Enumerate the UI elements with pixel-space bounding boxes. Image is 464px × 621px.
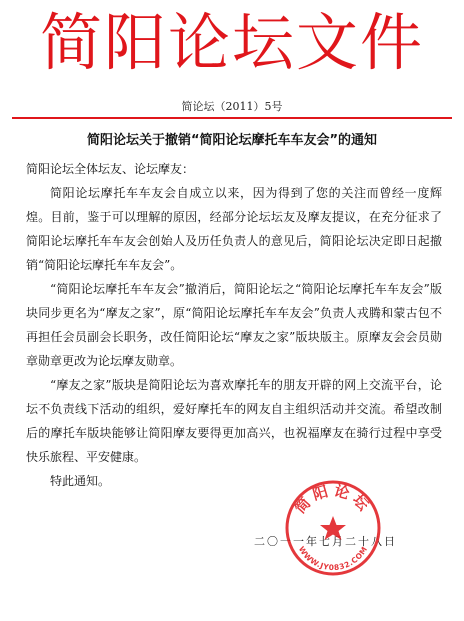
paragraph-3: “摩友之家”版块是简阳论坛为喜欢摩托车的朋友开辟的网上交流平台，论坛不负责线下活动的组织，爱好摩托车的网友自主组织活动并交流。希望改制后的摩托车版块能够让简阳摩友要得更加高兴，也祝福摩友在骑行过程中享受快乐旅程、平安健康。	[26, 378, 442, 464]
svg-text:简阳论坛	[291, 481, 375, 517]
document-masthead: 简阳论坛文件	[39, 6, 424, 79]
seal-top-text: 简阳论坛	[290, 481, 376, 518]
seal-star-icon	[320, 516, 346, 540]
official-seal-icon	[283, 478, 383, 578]
red-divider-line	[12, 117, 452, 119]
seal-bottom-text: WWW.JY0832.COM	[296, 544, 370, 573]
notice-body	[26, 157, 442, 493]
signature-date: 二〇一一年七月二十八日	[254, 535, 397, 548]
salutation: 简阳论坛全体坛友、论坛摩友：	[26, 162, 195, 176]
paragraph-1: 简阳论坛摩托车车友会自成立以来，因为得到了您的关注而曾经一度辉煌。目前，鉴于可以理解的原因，经部分论坛坛友及摩友提议，在充分征求了简阳论坛摩托车车友会创始人及历任负责人的意见后，简阳论坛决定即日起撤销“简阳论坛摩托车车友会”。	[26, 186, 442, 272]
document-number: 简论坛（2011）5号	[181, 100, 283, 113]
closing-line: 特此通知。	[50, 474, 111, 488]
notice-title: 简阳论坛关于撤销“简阳论坛摩托车车友会”的通知	[86, 133, 378, 148]
paragraph-2: “简阳论坛摩托车车友会”撤消后，简阳论坛之“简阳论坛摩托车车友会”版块同步更名为“摩友之家”，原“简阳论坛摩托车车友会”负责人戎腾和蒙古包不再担任会员副会长职务，改任简阳论坛“摩友之家”版块版主。原摩友会会员勋章勋章更改为论坛摩友勋章。	[26, 282, 442, 368]
